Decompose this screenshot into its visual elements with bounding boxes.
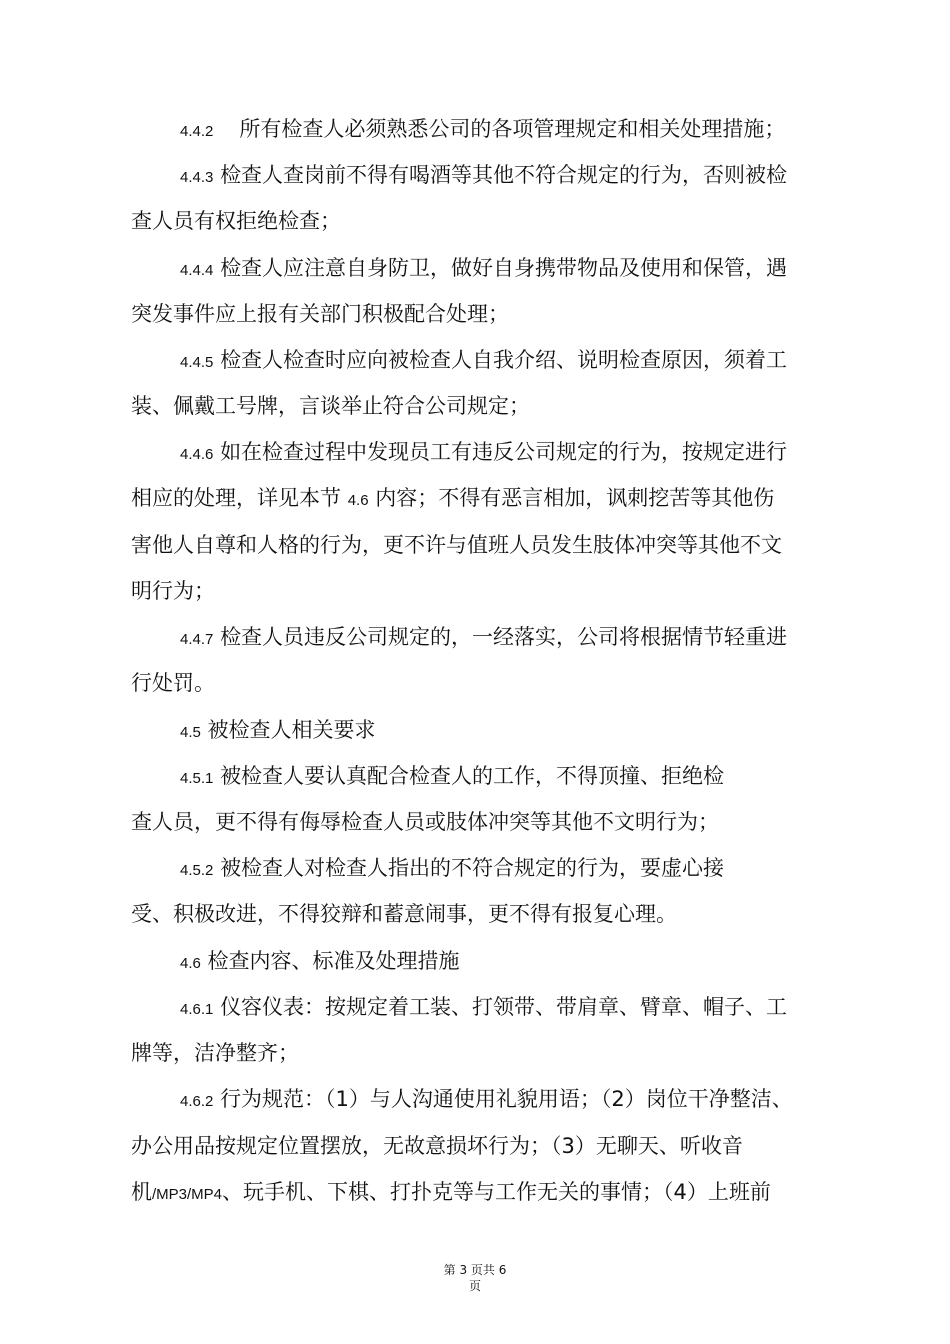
text-line-23: 办公用品按规定位置摆放，无故意损坏行为；（3）无聊天、听收音 bbox=[131, 1134, 743, 1158]
text-line-8: 4.4.6 如在检查过程中发现员工有违反公司规定的行为，按规定进行 bbox=[180, 440, 788, 464]
text-line-20: 4.6.1 仪容仪表：按规定着工装、打领带、带肩章、臂章、帽子、工 bbox=[180, 995, 788, 1019]
text-line-24: 机/MP3/MP4、玩手机、下棋、打扑克等与工作无关的事情；（4）上班前 bbox=[131, 1180, 771, 1204]
text-line-2: 4.4.3 检查人查岗前不得有喝酒等其他不符合规定的行为，否则被检 bbox=[180, 163, 788, 187]
text-line-13: 行处罚。 bbox=[131, 671, 215, 695]
page-number-line-2: 页 bbox=[468, 1279, 481, 1293]
text-line-16: 查人员，更不得有侮辱检查人员或肢体冲突等其他不文明行为； bbox=[131, 810, 719, 834]
text-line-21: 牌等，洁净整齐； bbox=[131, 1041, 299, 1065]
text-line-22: 4.6.2 行为规范：（1）与人沟通使用礼貌用语；（2）岗位干净整洁、 bbox=[180, 1087, 793, 1111]
text-line-10: 害他人自尊和人格的行为，更不许与值班人员发生肢体冲突等其他不文 bbox=[131, 533, 782, 557]
page-number-line-1: 第 3 页共 6 bbox=[443, 1263, 507, 1277]
text-line-7: 装、佩戴工号牌，言谈举止符合公司规定； bbox=[131, 394, 530, 418]
text-line-12: 4.4.7 检查人员违反公司规定的，一经落实，公司将根据情节轻重进 bbox=[180, 625, 788, 649]
section-heading-4-6: 4.6 检查内容、标准及处理措施 bbox=[180, 949, 460, 973]
text-line-17: 4.5.2 被检查人对检查人指出的不符合规定的行为，要虚心接 bbox=[180, 856, 725, 880]
text-line-18: 受、积极改进，不得狡辩和蓄意闹事，更不得有报复心理。 bbox=[131, 902, 677, 926]
section-heading-4-5: 4.5 被检查人相关要求 bbox=[180, 718, 376, 742]
text-line-4: 4.4.4 检查人应注意自身防卫，做好自身携带物品及使用和保管，遇 bbox=[180, 256, 788, 280]
text-line-5: 突发事件应上报有关部门积极配合处理； bbox=[131, 302, 509, 326]
text-line-9: 相应的处理，详见本节 4.6 内容；不得有恶言相加，讽刺挖苦等其他伤 bbox=[131, 486, 775, 510]
text-line-3: 查人员有权拒绝检查； bbox=[131, 209, 341, 233]
text-line-15: 4.5.1 被检查人要认真配合检查人的工作，不得顶撞、拒绝检 bbox=[180, 764, 725, 788]
text-line-6: 4.4.5 检查人检查时应向被检查人自我介绍、说明检查原因，须着工 bbox=[180, 348, 788, 372]
text-line-1: 4.4.2 所有检查人必须熟悉公司的各项管理规定和相关处理措施； bbox=[180, 117, 786, 141]
text-line-11: 明行为； bbox=[131, 579, 215, 603]
